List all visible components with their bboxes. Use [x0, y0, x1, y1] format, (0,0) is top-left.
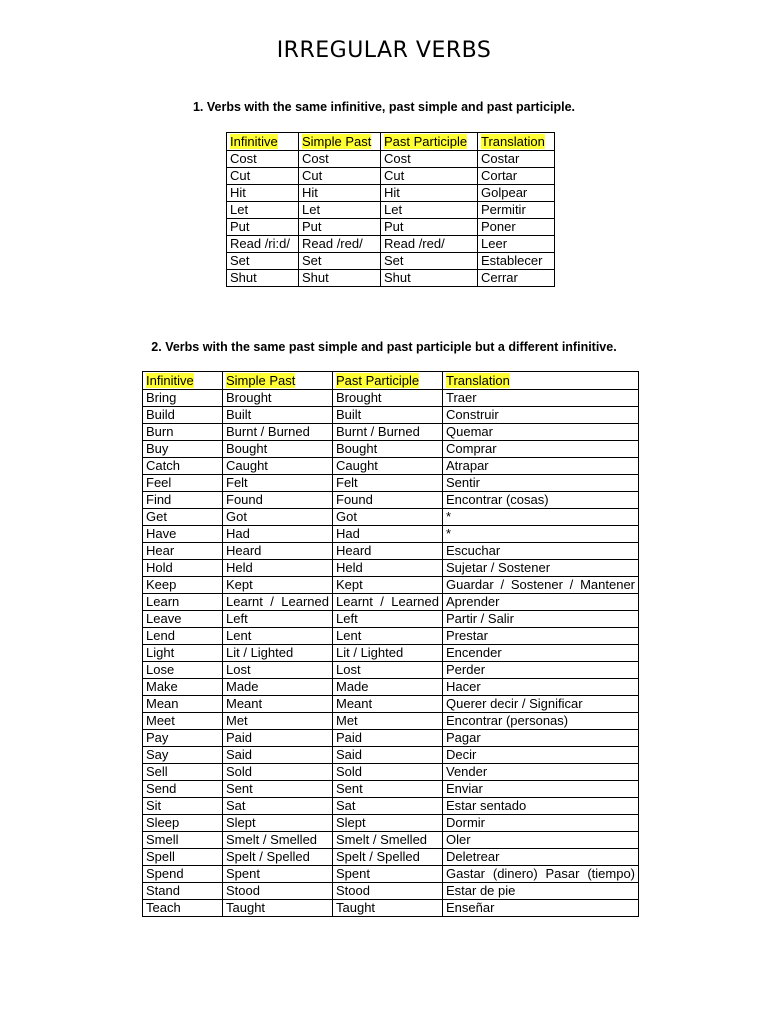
table-cell: Sent — [333, 781, 443, 798]
table-row — [143, 407, 639, 424]
table-cell: Made — [333, 679, 443, 696]
table-cell: Cut — [227, 168, 299, 185]
table-cell: Shut — [227, 270, 299, 287]
table-row — [143, 560, 639, 577]
table-cell: Let — [227, 202, 299, 219]
table-cell: Sell — [143, 764, 223, 781]
table-cell: Caught — [223, 458, 333, 475]
table-cell: Stood — [223, 883, 333, 900]
table-cell: Stood — [333, 883, 443, 900]
table-cell: Deletrear — [443, 849, 639, 866]
table-cell: Felt — [333, 475, 443, 492]
table-row — [227, 168, 555, 185]
table-cell: Have — [143, 526, 223, 543]
table-cell: Mean — [143, 696, 223, 713]
table-row — [143, 577, 639, 594]
table-cell: Get — [143, 509, 223, 526]
table-cell: Learnt / Learned — [333, 594, 443, 611]
table-row — [143, 390, 639, 407]
table-row — [143, 475, 639, 492]
table-cell: Had — [333, 526, 443, 543]
table-cell: Stand — [143, 883, 223, 900]
table-cell: Cost — [227, 151, 299, 168]
table-cell: Feel — [143, 475, 223, 492]
table-cell: Burnt / Burned — [333, 424, 443, 441]
table-cell: Hear — [143, 543, 223, 560]
table-cell: Taught — [223, 900, 333, 917]
table-cell: Shut — [381, 270, 478, 287]
table-cell: Built — [223, 407, 333, 424]
column-header-label: Translation — [446, 373, 510, 388]
table-cell: Aprender — [443, 594, 639, 611]
table-cell: Build — [143, 407, 223, 424]
table-cell: Sent — [223, 781, 333, 798]
table-row — [143, 526, 639, 543]
table-row — [227, 253, 555, 270]
table-row — [143, 849, 639, 866]
table-cell: Paid — [333, 730, 443, 747]
table-cell: Cost — [299, 151, 381, 168]
table-cell: Spelt / Spelled — [223, 849, 333, 866]
table-cell: Find — [143, 492, 223, 509]
column-header — [443, 372, 639, 390]
table-cell: * — [443, 526, 639, 543]
same-forms-verbs-table — [226, 132, 555, 287]
table-cell: Guardar / Sostener / Mantener — [443, 577, 639, 594]
table-row — [143, 747, 639, 764]
table-cell: Let — [299, 202, 381, 219]
table-cell: Kept — [223, 577, 333, 594]
table-cell: Kept — [333, 577, 443, 594]
column-header-label: Past Participle — [336, 373, 420, 388]
table-cell: Lost — [333, 662, 443, 679]
table-cell: Lend — [143, 628, 223, 645]
table-cell: Hold — [143, 560, 223, 577]
table-cell: Pay — [143, 730, 223, 747]
table-cell: Held — [333, 560, 443, 577]
column-header — [143, 372, 223, 390]
table-cell: Set — [299, 253, 381, 270]
table-cell: Encontrar (personas) — [443, 713, 639, 730]
table-cell: Smelt / Smelled — [333, 832, 443, 849]
table-cell: Burnt / Burned — [223, 424, 333, 441]
table-cell: Put — [381, 219, 478, 236]
table-cell: Lent — [333, 628, 443, 645]
table-cell: Built — [333, 407, 443, 424]
table-cell: Poner — [478, 219, 555, 236]
table-row — [143, 798, 639, 815]
table-cell: Sujetar / Sostener — [443, 560, 639, 577]
table-cell: Estar de pie — [443, 883, 639, 900]
table-row — [143, 730, 639, 747]
table-cell: Construir — [443, 407, 639, 424]
table-row — [143, 781, 639, 798]
table-cell: Buy — [143, 441, 223, 458]
table-cell: Catch — [143, 458, 223, 475]
table-cell: Perder — [443, 662, 639, 679]
table-cell: Meet — [143, 713, 223, 730]
table-cell: Comprar — [443, 441, 639, 458]
table-cell: Sit — [143, 798, 223, 815]
table-cell: Burn — [143, 424, 223, 441]
table-cell: Met — [333, 713, 443, 730]
table-cell: Partir / Salir — [443, 611, 639, 628]
table-cell: Encontrar (cosas) — [443, 492, 639, 509]
table-cell: Meant — [333, 696, 443, 713]
table-cell: Got — [223, 509, 333, 526]
table-cell: Cerrar — [478, 270, 555, 287]
column-header — [333, 372, 443, 390]
table-cell: Brought — [223, 390, 333, 407]
table-header-row — [227, 133, 555, 151]
table-cell: Make — [143, 679, 223, 696]
table-cell: Meant — [223, 696, 333, 713]
table-cell: Found — [223, 492, 333, 509]
table-cell: Learn — [143, 594, 223, 611]
table-cell: Light — [143, 645, 223, 662]
table-row — [143, 441, 639, 458]
table-cell: Oler — [443, 832, 639, 849]
table-cell: Cut — [381, 168, 478, 185]
table-header-row — [143, 372, 639, 390]
table-cell: Met — [223, 713, 333, 730]
table-cell: Cut — [299, 168, 381, 185]
table-cell: Had — [223, 526, 333, 543]
table-cell: Estar sentado — [443, 798, 639, 815]
table-cell: Sold — [223, 764, 333, 781]
table-cell: Spent — [223, 866, 333, 883]
table-cell: Smell — [143, 832, 223, 849]
table-cell: Lit / Lighted — [333, 645, 443, 662]
table-cell: Sleep — [143, 815, 223, 832]
table-row — [143, 543, 639, 560]
table-cell: Hit — [299, 185, 381, 202]
table-row — [143, 679, 639, 696]
table-row — [143, 832, 639, 849]
table-row — [143, 866, 639, 883]
column-header-label: Simple Past — [226, 373, 296, 388]
table-cell: Made — [223, 679, 333, 696]
table-cell: Querer decir / Significar — [443, 696, 639, 713]
table-cell: Dormir — [443, 815, 639, 832]
table-cell: Brought — [333, 390, 443, 407]
same-past-forms-verbs-table — [142, 371, 639, 917]
table-cell: Lost — [223, 662, 333, 679]
table-cell: Send — [143, 781, 223, 798]
section-1-heading: 1. Verbs with the same infinitive, past simple and past participle. — [192, 100, 576, 114]
table-cell: Gastar (dinero) Pasar (tiempo) — [443, 866, 639, 883]
table-cell: Cortar — [478, 168, 555, 185]
table-cell: Enviar — [443, 781, 639, 798]
table-cell: Lose — [143, 662, 223, 679]
table-row — [227, 151, 555, 168]
table-cell: Learnt / Learned — [223, 594, 333, 611]
table-cell: Set — [227, 253, 299, 270]
table-cell: Lit / Lighted — [223, 645, 333, 662]
table-cell: Left — [223, 611, 333, 628]
table-row — [227, 219, 555, 236]
table-row — [143, 764, 639, 781]
table-cell: Found — [333, 492, 443, 509]
table-cell: Enseñar — [443, 900, 639, 917]
table-cell: Spent — [333, 866, 443, 883]
table-cell: Keep — [143, 577, 223, 594]
table-cell: Set — [381, 253, 478, 270]
table-cell: Taught — [333, 900, 443, 917]
table-cell: Decir — [443, 747, 639, 764]
table-cell: Read /red/ — [381, 236, 478, 253]
table-row — [143, 509, 639, 526]
table-row — [143, 662, 639, 679]
table-cell: Spend — [143, 866, 223, 883]
table-cell: Heard — [223, 543, 333, 560]
column-header-label: Infinitive — [230, 134, 278, 149]
table-cell: * — [443, 509, 639, 526]
table-row — [143, 713, 639, 730]
column-header-label: Infinitive — [146, 373, 194, 388]
table-cell: Establecer — [478, 253, 555, 270]
table-cell: Read /red/ — [299, 236, 381, 253]
table-cell: Say — [143, 747, 223, 764]
table-cell: Said — [333, 747, 443, 764]
table-cell: Lent — [223, 628, 333, 645]
table-cell: Put — [299, 219, 381, 236]
table-cell: Traer — [443, 390, 639, 407]
table-cell: Felt — [223, 475, 333, 492]
table-cell: Leave — [143, 611, 223, 628]
table-cell: Sold — [333, 764, 443, 781]
column-header-label: Simple Past — [302, 134, 372, 149]
table-cell: Bought — [223, 441, 333, 458]
table-row — [143, 883, 639, 900]
table-cell: Costar — [478, 151, 555, 168]
table-cell: Cost — [381, 151, 478, 168]
table-row — [143, 458, 639, 475]
table-cell: Atrapar — [443, 458, 639, 475]
table-cell: Sat — [333, 798, 443, 815]
table-cell: Hit — [227, 185, 299, 202]
table-row — [143, 696, 639, 713]
table-cell: Left — [333, 611, 443, 628]
table-cell: Heard — [333, 543, 443, 560]
page-title: IRREGULAR VERBS — [276, 38, 492, 63]
table-row — [143, 594, 639, 611]
table-cell: Put — [227, 219, 299, 236]
table-cell: Hacer — [443, 679, 639, 696]
table-cell: Encender — [443, 645, 639, 662]
table-cell: Prestar — [443, 628, 639, 645]
column-header-label: Translation — [481, 134, 545, 149]
table-cell: Spelt / Spelled — [333, 849, 443, 866]
table-cell: Permitir — [478, 202, 555, 219]
table-cell: Slept — [333, 815, 443, 832]
table-row — [143, 628, 639, 645]
table-row — [143, 492, 639, 509]
table-cell: Read /ri:d/ — [227, 236, 299, 253]
column-header — [223, 372, 333, 390]
table-row — [143, 815, 639, 832]
table-row — [143, 900, 639, 917]
table-cell: Golpear — [478, 185, 555, 202]
table-cell: Smelt / Smelled — [223, 832, 333, 849]
table-cell: Let — [381, 202, 478, 219]
table-cell: Held — [223, 560, 333, 577]
section-2-heading: 2. Verbs with the same past simple and past participle but a different infinitive. — [151, 340, 617, 354]
table-row — [143, 645, 639, 662]
table-cell: Bring — [143, 390, 223, 407]
table-cell: Spell — [143, 849, 223, 866]
column-header — [478, 133, 555, 151]
table-cell: Caught — [333, 458, 443, 475]
table-cell: Got — [333, 509, 443, 526]
table-row — [227, 185, 555, 202]
table-cell: Sentir — [443, 475, 639, 492]
table-cell: Sat — [223, 798, 333, 815]
table-row — [227, 202, 555, 219]
column-header-label: Past Participle — [384, 134, 468, 149]
table-cell: Leer — [478, 236, 555, 253]
table-cell: Paid — [223, 730, 333, 747]
table-cell: Slept — [223, 815, 333, 832]
column-header — [299, 133, 381, 151]
table-cell: Vender — [443, 764, 639, 781]
column-header — [227, 133, 299, 151]
table-row — [227, 270, 555, 287]
table-row — [143, 424, 639, 441]
table-cell: Quemar — [443, 424, 639, 441]
table-cell: Bought — [333, 441, 443, 458]
table-row — [227, 236, 555, 253]
table-row — [143, 611, 639, 628]
table-cell: Said — [223, 747, 333, 764]
table-cell: Escuchar — [443, 543, 639, 560]
table-cell: Teach — [143, 900, 223, 917]
table-cell: Pagar — [443, 730, 639, 747]
table-cell: Hit — [381, 185, 478, 202]
column-header — [381, 133, 478, 151]
table-cell: Shut — [299, 270, 381, 287]
